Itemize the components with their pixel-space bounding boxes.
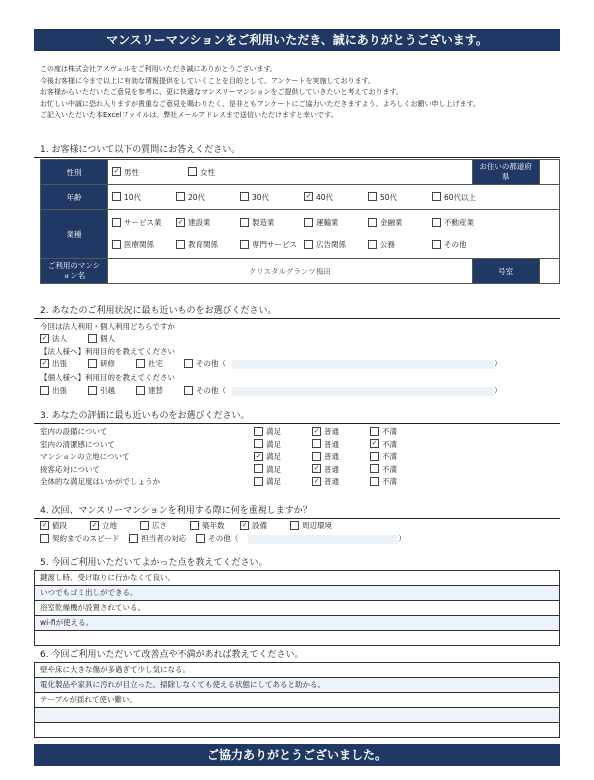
checkbox[interactable]	[112, 218, 121, 227]
option[interactable]	[368, 234, 432, 256]
checkbox[interactable]	[40, 386, 49, 395]
option-label: 金融業	[380, 218, 403, 227]
option-label: 周辺環境	[302, 521, 332, 530]
option-label: 満足	[266, 452, 281, 461]
checkbox[interactable]	[290, 521, 299, 530]
usage-question: 今回は法人利用・個人利用どちらですか	[40, 322, 175, 331]
option-label: 不満	[382, 439, 397, 449]
option[interactable]	[240, 520, 290, 531]
option[interactable]	[370, 476, 428, 487]
checked-checkbox[interactable]: ✓	[313, 464, 320, 472]
option-label: 男性	[124, 167, 139, 177]
option-label: 30代	[252, 192, 270, 202]
checkbox[interactable]	[184, 386, 193, 395]
option[interactable]	[176, 192, 240, 203]
checkbox[interactable]	[240, 192, 249, 201]
option[interactable]	[88, 385, 136, 396]
option[interactable]	[40, 385, 88, 396]
thanks-text: ご協力ありがとうございました。	[206, 748, 387, 762]
intro-line: ご記入いただいた本Excelファイルは、弊社メールアドレスまで送信いただけますと幸いです。	[40, 111, 338, 119]
intro-line: お忙しい中誠に恐れ入りますが貴重なご意見を賜わりたく、是非ともアンケートにご協力いただきますよう、よろしくお願い申し上げます。	[40, 99, 480, 108]
rating-row	[40, 476, 428, 487]
option-label: 社宅	[148, 359, 163, 368]
option-label: 引越	[100, 386, 115, 395]
answer-line: 壁や床に大きな傷が多過ぎて少し気になる。	[34, 663, 560, 678]
option[interactable]	[88, 333, 136, 344]
option[interactable]	[188, 167, 264, 178]
option-label: 不動産業	[444, 218, 474, 227]
option-label: 普通	[324, 427, 339, 436]
rating-label: マンションの立地について	[40, 452, 130, 461]
option[interactable]	[136, 358, 184, 369]
option-label: 医療関係	[124, 240, 154, 249]
option-label: その他（	[208, 534, 239, 543]
answer-line	[34, 723, 560, 738]
option[interactable]	[129, 533, 186, 544]
option-label: 建設業	[188, 218, 211, 227]
option-label: その他	[444, 240, 467, 249]
option[interactable]	[176, 212, 240, 234]
checked-checkbox[interactable]: ✓	[313, 426, 320, 435]
option-label: 個人	[100, 334, 115, 343]
option[interactable]	[112, 167, 188, 178]
option[interactable]	[88, 358, 136, 369]
industry-options	[108, 210, 560, 259]
checkbox[interactable]	[368, 240, 377, 249]
option-label: 50代	[380, 192, 398, 202]
option[interactable]	[136, 385, 184, 396]
option[interactable]	[40, 533, 119, 544]
checkbox[interactable]	[304, 218, 313, 227]
divider	[34, 518, 560, 519]
checked-checkbox[interactable]: ✓	[255, 451, 262, 460]
section-6-title: 6. 今回ご利用いただいて改善点や不満があれば教えてください。	[40, 650, 304, 660]
checkbox[interactable]	[304, 240, 313, 249]
answer-line	[34, 708, 560, 723]
option[interactable]	[240, 234, 304, 256]
checkbox[interactable]	[370, 464, 379, 473]
intro-text	[40, 64, 560, 122]
age-header: 年齢	[41, 185, 108, 210]
checked-checkbox[interactable]: ✓	[371, 439, 378, 447]
close-paren: ）	[494, 359, 502, 368]
checkbox[interactable]	[240, 240, 249, 249]
mansion-header: ご利用のマンション名	[41, 259, 108, 284]
room-header: 号室	[472, 259, 539, 284]
checkbox[interactable]	[129, 534, 138, 543]
option-label: 契約までのスピード	[52, 534, 120, 543]
gender-options	[108, 160, 473, 185]
close-paren: ）	[494, 386, 502, 395]
option[interactable]	[140, 520, 190, 531]
section-2-title: 2. あなたのご利用状況に最も近いものをお選びください。	[40, 306, 277, 316]
checkbox[interactable]	[368, 192, 377, 201]
checkbox[interactable]	[196, 534, 205, 543]
option[interactable]	[40, 358, 88, 369]
option[interactable]	[370, 464, 428, 475]
option[interactable]	[304, 234, 368, 256]
checkbox[interactable]	[188, 167, 197, 176]
option-label: 広告関係	[316, 240, 346, 249]
indiv-purpose-options	[40, 385, 560, 396]
checkbox[interactable]	[88, 334, 97, 343]
option[interactable]	[254, 476, 312, 487]
option-label: 研修	[100, 359, 115, 368]
option-label: 満足	[266, 464, 281, 474]
rating-row	[40, 464, 428, 475]
indiv-purpose-question: 【個人様へ】利用目的を教えてください	[40, 373, 175, 382]
option[interactable]	[370, 426, 428, 437]
answer-line: 電化製品や家具に汚れが目立った。掃除しなくても使える状態にしてあると助かる。	[34, 678, 560, 693]
divider	[34, 423, 560, 424]
option-label: 10代	[124, 192, 142, 202]
option-label: 広さ	[152, 521, 167, 530]
mansion-name-field[interactable]: クリスタルグランツ梅田	[108, 259, 473, 284]
checked-checkbox[interactable]: ✓	[41, 520, 48, 529]
option-label: 60代以上	[444, 192, 477, 202]
option[interactable]	[370, 451, 428, 462]
option[interactable]	[312, 464, 370, 475]
option[interactable]	[254, 464, 312, 475]
page-title: マンスリーマンションをご利用いただき、誠にありがとうございます。	[106, 33, 488, 47]
priority-options	[40, 520, 560, 531]
room-input[interactable]	[539, 259, 559, 284]
option[interactable]	[184, 358, 232, 369]
bottom-banner	[34, 744, 560, 766]
checkbox[interactable]	[176, 240, 185, 249]
checkbox[interactable]	[140, 521, 149, 530]
customer-info-table	[40, 159, 560, 284]
option[interactable]	[312, 451, 370, 462]
corp-purpose-options	[40, 358, 560, 369]
option-label: 担当者の対応	[141, 534, 187, 543]
option[interactable]	[184, 385, 232, 396]
option-label: 築年数	[202, 521, 225, 530]
option[interactable]	[312, 476, 370, 487]
option[interactable]	[368, 212, 432, 234]
option[interactable]	[176, 234, 240, 256]
checkbox[interactable]	[254, 464, 263, 473]
option-label: 満足	[266, 477, 281, 486]
section-5-title: 5. 今回ご利用いただいてよかった点を教えてください。	[40, 558, 268, 568]
option-label: 運輸業	[316, 218, 339, 227]
option[interactable]	[190, 520, 240, 531]
option-label: 出張	[52, 359, 67, 368]
option[interactable]	[432, 192, 496, 203]
checkbox[interactable]	[368, 218, 377, 227]
checkbox[interactable]	[370, 427, 379, 436]
option[interactable]	[254, 426, 312, 437]
option[interactable]	[432, 212, 496, 234]
checkbox[interactable]	[88, 359, 97, 368]
other-text-input[interactable]	[232, 387, 494, 396]
checked-checkbox[interactable]: ✓	[113, 167, 120, 175]
intro-line: この度は株式会社アスヴェルをご利用いただき誠にありがとうございます。	[40, 65, 277, 73]
intro-line: 今後お客様に今まで以上に有効な情報提供をしていくことを目的として、アンケートを実施しております。	[40, 76, 375, 85]
option-label: 不満	[382, 477, 397, 486]
rating-row	[40, 426, 428, 437]
option-label: 20代	[188, 192, 206, 202]
option-label: 設備	[252, 521, 267, 530]
option[interactable]	[432, 234, 496, 256]
usage-options	[40, 333, 560, 344]
industry-row	[112, 212, 555, 234]
checkbox[interactable]	[432, 192, 441, 201]
option-label: サービス業	[124, 218, 162, 227]
rating-row	[40, 439, 428, 450]
answer-line	[34, 631, 560, 646]
good-points-box[interactable]	[34, 570, 560, 646]
close-paren: ）	[398, 534, 406, 543]
top-banner	[34, 29, 560, 51]
intro-line: お客様からいただいたご意見を参考に、更に快適なマンスリーマンションをご提供していきたいと考えております。	[40, 88, 403, 96]
checkbox[interactable]	[40, 534, 49, 543]
rating-label: 接客応対について	[40, 464, 100, 474]
option[interactable]	[90, 520, 140, 531]
checkbox[interactable]	[112, 192, 121, 201]
gender-header: 性別	[41, 160, 108, 185]
option[interactable]	[312, 439, 370, 450]
checkbox[interactable]	[112, 240, 121, 249]
checkbox[interactable]	[312, 439, 321, 448]
other-text-input[interactable]	[232, 360, 494, 369]
checkbox[interactable]	[136, 359, 145, 368]
option[interactable]	[368, 192, 432, 203]
option[interactable]	[240, 192, 304, 203]
prefecture-header: お住いの都道府県	[472, 160, 539, 185]
answer-line: いつでもゴミ出しができる。	[34, 586, 560, 601]
option[interactable]	[254, 451, 312, 462]
divider	[34, 157, 560, 158]
checkbox[interactable]	[370, 477, 379, 486]
option[interactable]	[112, 192, 176, 203]
section-1-title: 1. お客様について以下の質問にお答えください。	[40, 145, 241, 155]
option-label: その他（	[196, 359, 226, 368]
option-label: その他（	[196, 386, 226, 395]
option-label: 値段	[52, 521, 67, 530]
option-label: 法人	[52, 334, 67, 343]
checkbox[interactable]	[136, 386, 145, 395]
option-label: 普通	[324, 439, 339, 449]
option[interactable]	[290, 520, 340, 531]
option[interactable]	[304, 212, 368, 234]
industry-row	[112, 234, 555, 256]
option-label: 公務	[380, 240, 395, 249]
corp-purpose-question: 【法人様へ】利用目的を教えてください	[40, 347, 175, 356]
prefecture-input[interactable]	[539, 160, 559, 185]
option-label: 普通	[324, 464, 339, 474]
option[interactable]	[304, 192, 368, 203]
checkbox[interactable]	[254, 427, 263, 436]
option[interactable]	[254, 439, 312, 450]
option-label: 専門サービス	[252, 240, 297, 249]
checkbox[interactable]	[240, 218, 249, 227]
improvement-box[interactable]	[34, 662, 560, 738]
checkbox[interactable]	[190, 521, 199, 530]
checked-checkbox[interactable]: ✓	[313, 476, 320, 485]
age-options	[108, 185, 560, 210]
answer-line: 浴室乾燥機が設置されている。	[34, 601, 560, 616]
option[interactable]	[370, 439, 428, 450]
option[interactable]	[112, 234, 176, 256]
option[interactable]	[40, 520, 90, 531]
rating-label: 室内の清潔感について	[40, 439, 115, 449]
answer-line: wi-fiが使える。	[34, 616, 560, 631]
option-label: 40代	[316, 192, 334, 202]
option[interactable]	[196, 533, 238, 544]
option-label: 女性	[200, 167, 215, 177]
option-label: 普通	[324, 477, 339, 486]
option-label: 製造業	[252, 218, 275, 227]
rating-label: 全体的な満足度はいかがでしょうか	[40, 477, 160, 486]
industry-header: 業種	[41, 210, 108, 259]
option-label: 不満	[382, 464, 397, 474]
checked-checkbox[interactable]: ✓	[177, 217, 184, 226]
option-label: 満足	[266, 427, 281, 436]
checkbox[interactable]	[432, 240, 441, 249]
checked-checkbox[interactable]: ✓	[241, 520, 248, 529]
checkbox[interactable]	[184, 359, 193, 368]
option-label: 不満	[382, 452, 397, 461]
checkbox[interactable]	[370, 452, 379, 461]
rating-label: 室内の設備について	[40, 427, 108, 436]
section-4-title: 4. 次回、マンスリーマンションを利用する際に何を重視しますか？	[40, 506, 312, 516]
option[interactable]	[312, 426, 370, 437]
section-3-title: 3. あなたの評価に最も近いものをお選びください。	[40, 411, 250, 421]
option-label: 満足	[266, 439, 281, 449]
checkbox[interactable]	[254, 477, 263, 486]
checkbox[interactable]	[432, 218, 441, 227]
option-label: 建替	[148, 386, 163, 395]
option-label: 立地	[102, 521, 117, 530]
checked-checkbox[interactable]: ✓	[41, 333, 48, 342]
rating-row	[40, 451, 428, 462]
option[interactable]	[40, 333, 88, 344]
checked-checkbox[interactable]: ✓	[41, 358, 48, 367]
option-label: 普通	[324, 452, 339, 461]
option-label: 教育関係	[188, 240, 218, 249]
answer-line: 鍵渡し時、受け取りに行かなくて良い。	[34, 571, 560, 586]
checked-checkbox[interactable]: ✓	[305, 192, 312, 200]
checked-checkbox[interactable]: ✓	[91, 520, 98, 529]
other-text-input[interactable]	[248, 535, 398, 544]
answer-line: テーブルが揺れて使い難い。	[34, 693, 560, 708]
priority-options	[40, 533, 560, 544]
checkbox[interactable]	[88, 386, 97, 395]
checkbox[interactable]	[312, 452, 321, 461]
option-label: 出張	[52, 386, 67, 395]
divider	[34, 318, 560, 319]
option[interactable]	[112, 212, 176, 234]
checkbox[interactable]	[176, 192, 185, 201]
checkbox[interactable]	[254, 439, 263, 448]
option-label: 不満	[382, 427, 397, 436]
option[interactable]	[240, 212, 304, 234]
